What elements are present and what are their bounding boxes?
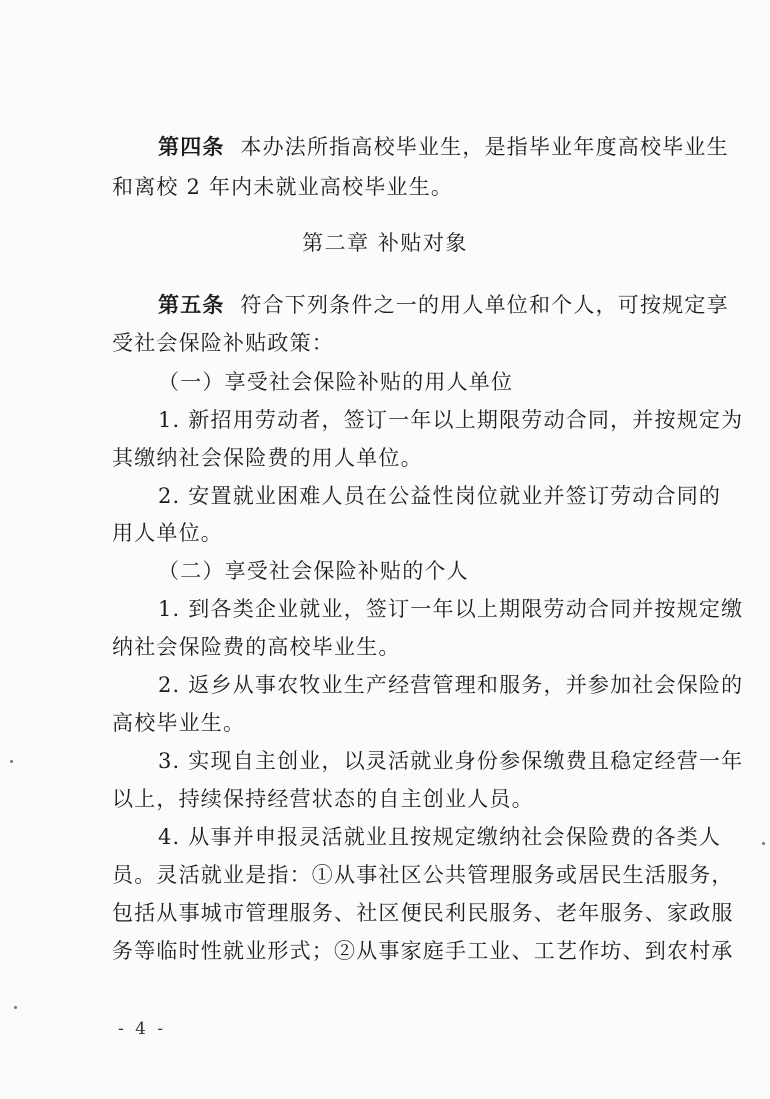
scan-speck [14, 1006, 17, 1009]
article-4-line-2: 和离校 2 年内未就业高校毕业生。 [112, 175, 454, 199]
section-2-item-3-line-1: 3. 实现自主创业，以灵活就业身份参保缴费且稳定经营一年 [158, 749, 744, 773]
section-2-item-4-line-3: 包括从事城市管理服务、社区便民利民服务、老年服务、家政服 [112, 901, 734, 925]
section-1-item-2-line-1: 2. 安置就业困难人员在公益性岗位就业并签订劳动合同的 [158, 484, 722, 508]
section-2-item-4-line-1: 4. 从事并申报灵活就业且按规定缴纳社会保险费的各类人 [158, 825, 722, 849]
article-4-label: 第四条 [158, 134, 225, 159]
section-2-item-4-line-2: 员。灵活就业是指：①从事社区公共管理服务或居民生活服务， [112, 863, 734, 887]
section-1-item-2-line-2: 用人单位。 [112, 521, 223, 545]
article-5-line-1 [158, 291, 729, 319]
section-2-item-4-line-4: 务等临时性就业形式；②从事家庭手工业、工艺作坊、到农村承 [112, 939, 734, 963]
section-2-item-1-line-2: 纳社会保险费的高校毕业生。 [112, 635, 401, 659]
scan-speck [10, 760, 13, 763]
section-1-heading: （一）享受社会保险补贴的用人单位 [158, 370, 514, 394]
section-1-item-1-line-1: 1. 新招用劳动者，签订一年以上期限劳动合同，并按规定为 [158, 408, 744, 432]
article-5-line-2: 受社会保险补贴政策： [112, 331, 334, 355]
page-number: - 4 - [118, 1019, 167, 1039]
section-2-item-3-line-2: 以上，持续保持经营状态的自主创业人员。 [112, 787, 534, 811]
section-1-item-1-line-2: 其缴纳社会保险费的用人单位。 [112, 446, 423, 470]
scan-speck [762, 842, 765, 845]
article-5-text: 符合下列条件之一的用人单位和个人，可按规定享 [240, 293, 729, 317]
chapter-heading: 第二章 补贴对象 [302, 231, 468, 255]
article-4-text: 本办法所指高校毕业生，是指毕业年度高校毕业生 [240, 135, 729, 159]
article-4-line-1 [158, 133, 729, 161]
article-5-label: 第五条 [158, 292, 225, 317]
section-2-heading: （二）享受社会保险补贴的个人 [158, 559, 469, 583]
section-2-item-1-line-1: 1. 到各类企业就业，签订一年以上期限劳动合同并按规定缴 [158, 597, 744, 621]
section-2-item-2-line-1: 2. 返乡从事农牧业生产经营管理和服务，并参加社会保险的 [158, 673, 744, 697]
section-2-item-2-line-2: 高校毕业生。 [112, 711, 246, 735]
